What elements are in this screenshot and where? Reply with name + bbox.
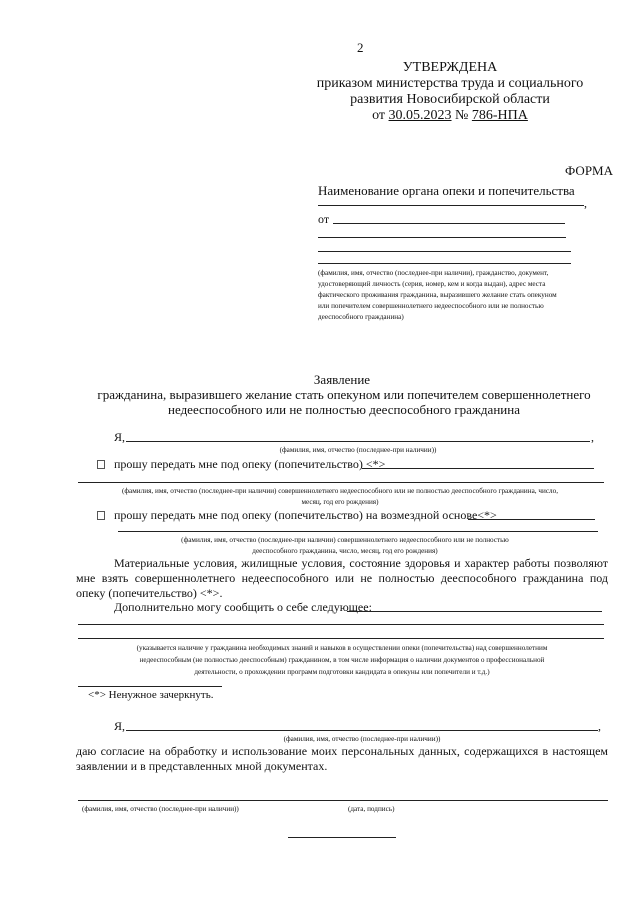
- from-line-2: [318, 237, 566, 238]
- fio-line: [126, 441, 590, 442]
- applicant-note-line: удостоверяющий личность (серия, номер, кем и когда выдан), адрес места: [318, 280, 546, 288]
- guardian-authority-label: Наименование органа опеки и попечительства: [318, 183, 575, 198]
- approval-block: [300, 60, 600, 124]
- additional-label: Дополнительно могу сообщить о себе следующее:: [114, 600, 372, 614]
- from-line: [333, 223, 565, 224]
- approval-order: [300, 108, 600, 124]
- additional-line-3: [78, 638, 604, 639]
- approval-num-sign: №: [455, 108, 469, 123]
- comma: ,: [598, 719, 601, 733]
- option1-label: прошу передать мне под опеку (попечительство) <*>: [114, 457, 386, 471]
- additional-line-2: [78, 624, 604, 625]
- fio-note: (фамилия, имя, отчество (последнее-при наличии)): [279, 446, 437, 454]
- authority-line: [318, 205, 584, 206]
- option2-line-2: [118, 531, 598, 532]
- additional-note-1: (указывается наличие у гражданина необходимых знаний и навыков в осуществлении опеки (попечительства) над совершеннолетним: [136, 644, 548, 652]
- additional-line: [347, 611, 602, 612]
- option2-note-2: дееспособного гражданина, число, месяц, год его рождения): [252, 547, 438, 555]
- fio2-note: (фамилия, имя, отчество (последнее-при наличии)): [283, 735, 441, 743]
- approval-date: 30.05.2023: [388, 108, 452, 123]
- option1-checkbox[interactable]: [97, 460, 105, 469]
- option1-line-2: [78, 482, 604, 483]
- form-label: ФОРМА: [565, 163, 613, 178]
- fio2-line: [126, 730, 598, 731]
- statement-subtitle-2: недееспособного или не полностью дееспособного гражданина: [168, 402, 520, 417]
- applicant-note-line: фактического проживания гражданина, выразившего желание стать опекуном: [318, 291, 557, 299]
- comma: ,: [584, 196, 587, 210]
- statement-title: Заявление: [313, 372, 371, 387]
- approval-number: 786-НПА: [471, 108, 528, 123]
- applicant-note-line: или попечителем совершеннолетнего недееспособного или не полностью: [318, 302, 544, 310]
- additional-note-3: деятельности, о прохождении программ подготовки кандидата в опекуны или попечители и т.д.): [194, 668, 490, 676]
- applicant-note-line: (фамилия, имя, отчество (последнее-при наличии), гражданство, документ,: [318, 269, 549, 277]
- footnote: <*> Ненужное зачеркнуть.: [88, 689, 214, 701]
- approval-title: УТВЕРЖДЕНА: [402, 60, 498, 75]
- from-line-3: [318, 251, 571, 252]
- from-label: от: [318, 212, 330, 226]
- option1-note-2: месяц, год его рождения): [301, 498, 379, 506]
- from-line-4: [318, 263, 571, 264]
- material-paragraph: Материальные условия, жилищные условия, состояние здоровья и характер работы позволяют мне взять совершеннолетнего недееспособного или не полностью дееспособного гражданина под опеку (попечительство) <*>.: [76, 556, 608, 600]
- option1-note-1: (фамилия, имя, отчество (последнее-при наличии) совершеннолетнего недееспособного или не полностью дееспособного гражданина, число,: [122, 487, 558, 495]
- option1-line: [362, 468, 594, 469]
- applicant-note-line: дееспособного гражданина): [318, 313, 404, 321]
- approval-prefix: от: [372, 108, 386, 123]
- footnote-separator: [78, 686, 222, 687]
- signature-line: [78, 800, 608, 801]
- page-number: 2: [357, 40, 364, 55]
- option2-label: прошу передать мне под опеку (попечительство) на возмездной основе<*>: [114, 508, 497, 522]
- approval-line2: развития Новосибирской области: [350, 92, 550, 107]
- comma: ,: [591, 430, 594, 444]
- bottom-separator: [288, 837, 396, 838]
- ya-label: Я,: [114, 430, 126, 444]
- ya2-label: Я,: [114, 719, 126, 733]
- option2-note-1: (фамилия, имя, отчество (последнее-при наличии) совершеннолетнего недееспособного или не полностью: [181, 536, 509, 544]
- applicant-note: [318, 268, 608, 323]
- additional-note-2: недееспособным (не полностью дееспособным) гражданином, в том числе информация о наличии документов о профессиональной: [139, 656, 545, 664]
- consent-paragraph: даю согласие на обработку и использование моих персональных данных, содержащихся в настоящем заявлении и в представленных мной документах.: [76, 744, 608, 773]
- approval-line1: приказом министерства труда и социального: [316, 76, 584, 91]
- signature-date-note: (дата, подпись): [348, 805, 395, 813]
- signature-fio-note: (фамилия, имя, отчество (последнее-при наличии)): [82, 805, 239, 813]
- option2-checkbox[interactable]: [97, 511, 105, 520]
- option2-line: [468, 519, 595, 520]
- statement-subtitle-1: гражданина, выразившего желание стать опекуном или попечителем совершеннолетнего: [97, 387, 591, 402]
